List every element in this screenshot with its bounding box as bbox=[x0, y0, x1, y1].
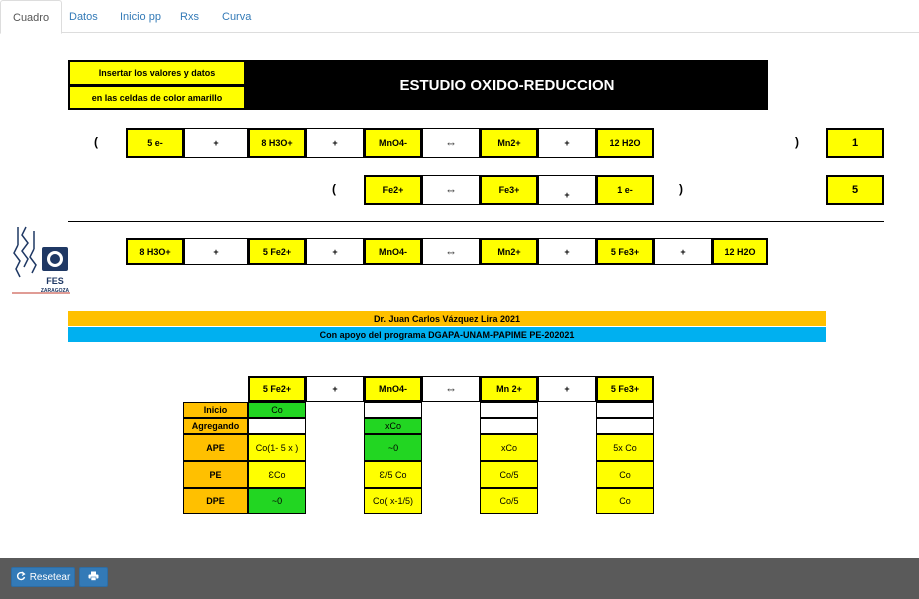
table-header-fe3: 5 Fe3+ bbox=[596, 376, 654, 402]
table-cell: 5x Co bbox=[596, 434, 654, 461]
equilibrium-icon: ⇔ bbox=[422, 175, 480, 205]
tab-inicio-pp[interactable]: Inicio pp bbox=[120, 11, 161, 23]
row-label-dpe: DPE bbox=[183, 488, 248, 514]
reaction1-factor[interactable]: 1 bbox=[826, 128, 884, 158]
reaction1-h2o[interactable]: 12 H2O bbox=[596, 128, 654, 158]
table-cell: Co bbox=[596, 488, 654, 514]
print-icon bbox=[88, 571, 99, 584]
table-cell: xCo bbox=[480, 434, 538, 461]
reaction1-electrons[interactable]: 5 e- bbox=[126, 128, 184, 158]
overall-h2o: 12 H2O bbox=[712, 238, 768, 265]
footer-bar bbox=[0, 558, 919, 599]
table-cell: xCo bbox=[364, 418, 422, 434]
table-cell: Co( x-1/5) bbox=[364, 488, 422, 514]
row-label-ape: APE bbox=[183, 434, 248, 461]
instruction-line-1: Insertar los valores y datos bbox=[68, 60, 246, 86]
tab-rxs[interactable]: Rxs bbox=[180, 11, 199, 23]
table-cell: ƐCo bbox=[248, 461, 306, 488]
overall-fe2: 5 Fe2+ bbox=[248, 238, 306, 265]
tab-cuadro[interactable]: Cuadro bbox=[0, 0, 62, 34]
table-header-fe2: 5 Fe2+ bbox=[248, 376, 306, 402]
overall-mno4: MnO4- bbox=[364, 238, 422, 265]
equilibrium-icon: ⇔ bbox=[422, 128, 480, 158]
support-credit: Con apoyo del programa DGAPA-UNAM-PAPIME PE-202021 bbox=[68, 327, 826, 342]
reaction2-close-paren: ) bbox=[679, 182, 683, 196]
table-cell bbox=[480, 402, 538, 418]
reaction1-close-paren: ) bbox=[795, 135, 799, 149]
overall-plus: + bbox=[184, 238, 248, 265]
reaction1-plus: + bbox=[306, 128, 364, 158]
table-cell bbox=[596, 418, 654, 434]
tab-curva[interactable]: Curva bbox=[222, 11, 252, 23]
row-label-agregando: Agregando bbox=[183, 418, 248, 434]
table-cell: Co bbox=[248, 402, 306, 418]
reaction1-open-paren: ( bbox=[94, 135, 98, 149]
overall-plus: + bbox=[306, 238, 364, 265]
fes-zaragoza-logo bbox=[12, 223, 72, 295]
overall-fe3: 5 Fe3+ bbox=[596, 238, 654, 265]
table-cell bbox=[248, 418, 306, 434]
table-cell: ~0 bbox=[248, 488, 306, 514]
table-cell: Co(1- 5 x ) bbox=[248, 434, 306, 461]
table-header-mn2: Mn 2+ bbox=[480, 376, 538, 402]
divider bbox=[68, 221, 884, 222]
overall-plus: + bbox=[538, 238, 596, 265]
table-cell: Ɛ/5 Co bbox=[364, 461, 422, 488]
reaction2-open-paren: ( bbox=[332, 182, 336, 196]
reaction1-mno4[interactable]: MnO4- bbox=[364, 128, 422, 158]
reaction1-plus: + bbox=[184, 128, 248, 158]
reaction2-fe2[interactable]: Fe2+ bbox=[364, 175, 422, 205]
reset-button[interactable] bbox=[11, 567, 75, 587]
reaction2-fe3[interactable]: Fe3+ bbox=[480, 175, 538, 205]
overall-plus: + bbox=[654, 238, 712, 265]
reaction1-mn2[interactable]: Mn2+ bbox=[480, 128, 538, 158]
overall-mn2: Mn2+ bbox=[480, 238, 538, 265]
reaction2-electrons[interactable]: 1 e- bbox=[596, 175, 654, 205]
table-cell: Co/5 bbox=[480, 488, 538, 514]
svg-text:FES: FES bbox=[46, 276, 64, 286]
table-header-plus: + bbox=[306, 376, 364, 402]
row-label-pe: PE bbox=[183, 461, 248, 488]
row-label-inicio: Inicio bbox=[183, 402, 248, 418]
table-cell: Co bbox=[596, 461, 654, 488]
equilibrium-icon: ⇔ bbox=[422, 376, 480, 402]
tab-datos[interactable]: Datos bbox=[69, 11, 98, 23]
page-title: ESTUDIO OXIDO-REDUCCION bbox=[246, 60, 768, 110]
table-header-mno4: MnO4- bbox=[364, 376, 422, 402]
reset-button-label: Resetear bbox=[29, 571, 71, 583]
table-cell bbox=[596, 402, 654, 418]
reaction1-h3o[interactable]: 8 H3O+ bbox=[248, 128, 306, 158]
table-cell: ~0 bbox=[364, 434, 422, 461]
svg-text:ZARAGOZA: ZARAGOZA bbox=[40, 288, 70, 294]
tab-bar bbox=[0, 0, 919, 33]
author-credit: Dr. Juan Carlos Vázquez Lira 2021 bbox=[68, 311, 826, 326]
reaction2-factor[interactable]: 5 bbox=[826, 175, 884, 205]
table-cell: Co/5 bbox=[480, 461, 538, 488]
instruction-line-2: en las celdas de color amarillo bbox=[68, 85, 246, 110]
equilibrium-icon: ⇔ bbox=[422, 238, 480, 265]
refresh-icon bbox=[16, 571, 26, 584]
table-header-plus: + bbox=[538, 376, 596, 402]
reaction2-plus: + bbox=[538, 175, 596, 205]
overall-h3o: 8 H3O+ bbox=[126, 238, 184, 265]
table-cell bbox=[480, 418, 538, 434]
reaction1-plus: + bbox=[538, 128, 596, 158]
table-cell bbox=[364, 402, 422, 418]
print-button[interactable] bbox=[79, 567, 108, 587]
